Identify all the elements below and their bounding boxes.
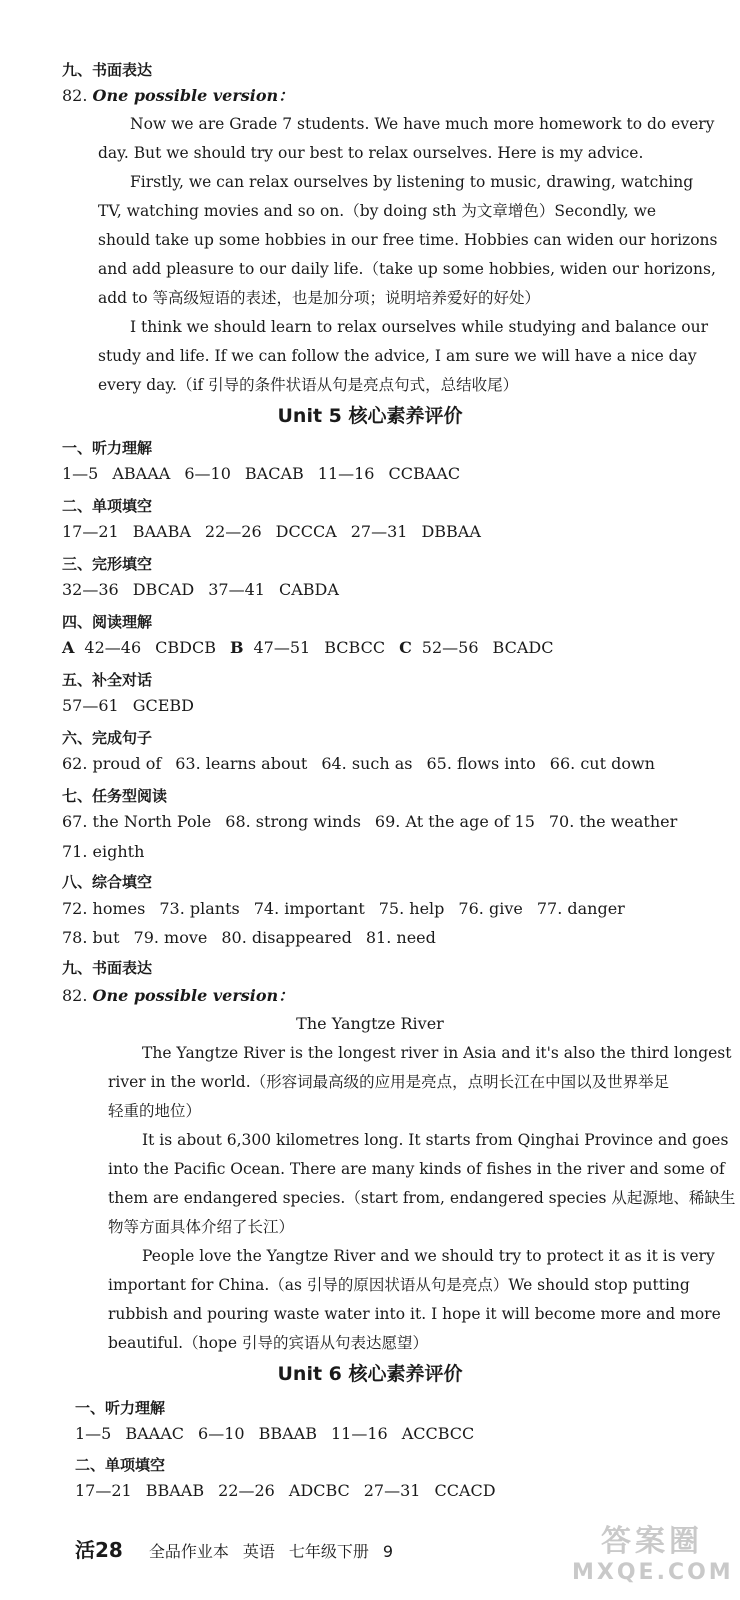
answer-row-comprehensive [62,899,639,919]
section-heading-listening: 一、听力理解 [75,1399,166,1417]
passage-label: A [62,638,75,657]
essay-line: TV, watching movies and so on.（by doing sth 为文章增色）Secondly, we [98,202,657,220]
answer-item: 62. proud of [62,754,162,773]
answer-item: 67. the North Pole [62,812,212,831]
section-heading-reading: 四、阅读理解 [62,613,153,631]
answer-range: 11—16 [330,1424,388,1443]
section-heading-single-choice: 二、单项填空 [75,1456,166,1474]
footer-number: 9 [382,1542,394,1561]
section-heading-listening: 一、听力理解 [62,439,153,457]
answer-item: 80. disappeared [221,928,352,947]
answer-range: 52—56 [421,638,479,657]
answer-item: 74. important [253,899,365,918]
answer-row-task-reading [62,812,691,832]
answer-range: 27—31 [350,522,408,541]
answer-row-task-reading [62,842,158,862]
essay-line: 物等方面具体介绍了长江） [108,1218,295,1236]
answer-keys: ADCBC [288,1481,350,1500]
answer-row-reading [62,638,567,658]
answer-row-listening [62,464,474,484]
answer-item: 66. cut down [549,754,655,773]
answer-range: 17—21 [75,1481,132,1500]
section-heading-single-choice: 二、单项填空 [62,497,153,515]
answer-item: 73. plants [159,899,240,918]
answer-item: 63. learns about [175,754,308,773]
answer-keys: CABDA [278,580,339,599]
answer-item: 65. flows into [426,754,536,773]
section-heading-comprehensive: 八、综合填空 [62,873,153,891]
answer-keys: BCADC [492,638,554,657]
answer-range: 57—61 [62,696,119,715]
answer-keys: BBAAB [258,1424,317,1443]
answer-item: 76. give [458,899,523,918]
answer-item: 68. strong winds [225,812,361,831]
essay-line: into the Pacific Ocean. There are many kinds of fishes in the river and some of [108,1160,725,1178]
answer-range: 1—5 [62,464,99,483]
watermark-text: 答案圈 [601,1524,703,1559]
essay-line: I think we should learn to relax ourselves while studying and balance our [130,318,709,336]
essay-line: Firstly, we can relax ourselves by listening to music, drawing, watching [130,173,694,191]
answer-keys: GCEBD [132,696,195,715]
essay-line: The Yangtze River is the longest river in Asia and it's also the third longest [142,1044,732,1062]
essay-line: People love the Yangtze River and we should try to protect it as it is very [142,1247,715,1265]
answer-keys: BAAAC [125,1424,185,1443]
essay-line: beautiful.（hope 引导的宾语从句表达愿望） [108,1334,428,1352]
section-heading-writing: 九、书面表达 [62,61,153,79]
book-title: 全品作业本 [148,1542,229,1561]
answer-item: 71. eighth [62,842,145,861]
answer-item: 72. homes [62,899,146,918]
essay-title: The Yangtze River [296,1014,444,1033]
answer-keys: DCCCA [275,522,337,541]
answer-range: 42—46 [84,638,142,657]
subject-label: 英语 [242,1542,275,1561]
answer-range: 1—5 [75,1424,112,1443]
question-number: 82. [62,986,88,1005]
answer-range: 17—21 [62,522,119,541]
essay-line: every day.（if 引导的条件状语从句是亮点句式，总结收尾） [98,376,519,394]
answer-keys: CCBAAC [388,464,461,483]
essay-line: river in the world.（形容词最高级的应用是亮点，点明长江在中国以及世界举足 [108,1073,670,1091]
essay-line: rubbish and pouring waste water into it. I hope it will become more and more [108,1305,721,1323]
answer-range: 11—16 [317,464,375,483]
essay-line: add to 等高级短语的表述，也是加分项；说明培养爱好的好处） [98,289,541,307]
passage-label: C [399,638,412,657]
answer-keys: BBAAB [145,1481,205,1500]
essay-line: day. But we should try our best to relax ourselves. Here is my advice. [98,144,644,162]
answer-range: 32—36 [62,580,119,599]
watermark-url: MXQE.COM [572,1560,734,1585]
unit5-title: Unit 5 核心素养评价 [277,405,463,427]
watermark-logo [572,1524,732,1594]
answer-row-comprehensive [62,928,450,948]
answer-keys: BCBCC [324,638,386,657]
answer-row-dialogue [62,696,208,716]
answer-keys: ACCBCC [401,1424,475,1443]
answer-keys: BACAB [244,464,304,483]
answer-range: 6—10 [198,1424,245,1443]
answer-keys: CCACD [434,1481,496,1500]
question-number: 82. [62,86,88,105]
section-heading-cloze: 三、完形填空 [62,555,153,573]
essay-line: them are endangered species.（start from, endangered species 从起源地、稀缺生 [108,1189,736,1207]
answer-range: 37—41 [208,580,265,599]
page-number: 活28 [75,1538,123,1562]
answer-row-cloze [62,580,353,600]
essay-line: 轻重的地位） [108,1102,202,1120]
essay-label [62,86,294,106]
grade-label: 七年级下册 [288,1542,369,1561]
answer-range: 22—26 [218,1481,275,1500]
answer-range: 27—31 [363,1481,421,1500]
page-footer [75,1534,407,1563]
answer-item: 77. danger [536,899,625,918]
answer-keys: CBDCB [155,638,216,657]
answer-item: 64. such as [321,754,413,773]
answer-range: 22—26 [204,522,262,541]
essay-line: important for China.（as 引导的原因状语从句是亮点）We should stop putting [108,1276,690,1294]
answer-item: 70. the weather [548,812,678,831]
essay-line: Now we are Grade 7 students. We have much more homework to do every [130,115,715,133]
answer-row-listening [75,1424,488,1444]
essay-line: It is about 6,300 kilometres long. It starts from Qinghai Province and goes [142,1131,729,1149]
section-heading-writing: 九、书面表达 [62,959,153,977]
unit6-title: Unit 6 核心素养评价 [277,1363,463,1385]
answer-item: 79. move [133,928,208,947]
answer-keys: BAABA [132,522,191,541]
answer-item: 69. At the age of 15 [374,812,535,831]
answer-row-sentences [62,754,669,774]
section-heading-task-reading: 七、任务型阅读 [62,787,168,805]
answer-item: 78. but [62,928,120,947]
answer-item: 81. need [365,928,436,947]
essay-label [62,986,294,1006]
version-label: One possible version： [92,86,295,105]
answer-item: 75. help [378,899,445,918]
version-label: One possible version： [92,986,295,1005]
section-heading-sentences: 六、完成句子 [62,729,153,747]
answer-keys: ABAAA [112,464,171,483]
answer-keys: DBCAD [132,580,195,599]
answer-row-single-choice [75,1481,510,1501]
answer-range: 6—10 [184,464,231,483]
answer-keys: DBBAA [421,522,481,541]
passage-label: B [229,638,244,657]
essay-line: should take up some hobbies in our free time. Hobbies can widen our horizons [98,231,718,249]
essay-line: and add pleasure to our daily life.（take up some hobbies, widen our horizons, [98,260,716,278]
answer-range: 47—51 [253,638,311,657]
essay-line: study and life. If we can follow the advice, I am sure we will have a nice day [98,347,697,365]
answer-row-single-choice [62,522,495,542]
section-heading-dialogue: 五、补全对话 [62,671,153,689]
